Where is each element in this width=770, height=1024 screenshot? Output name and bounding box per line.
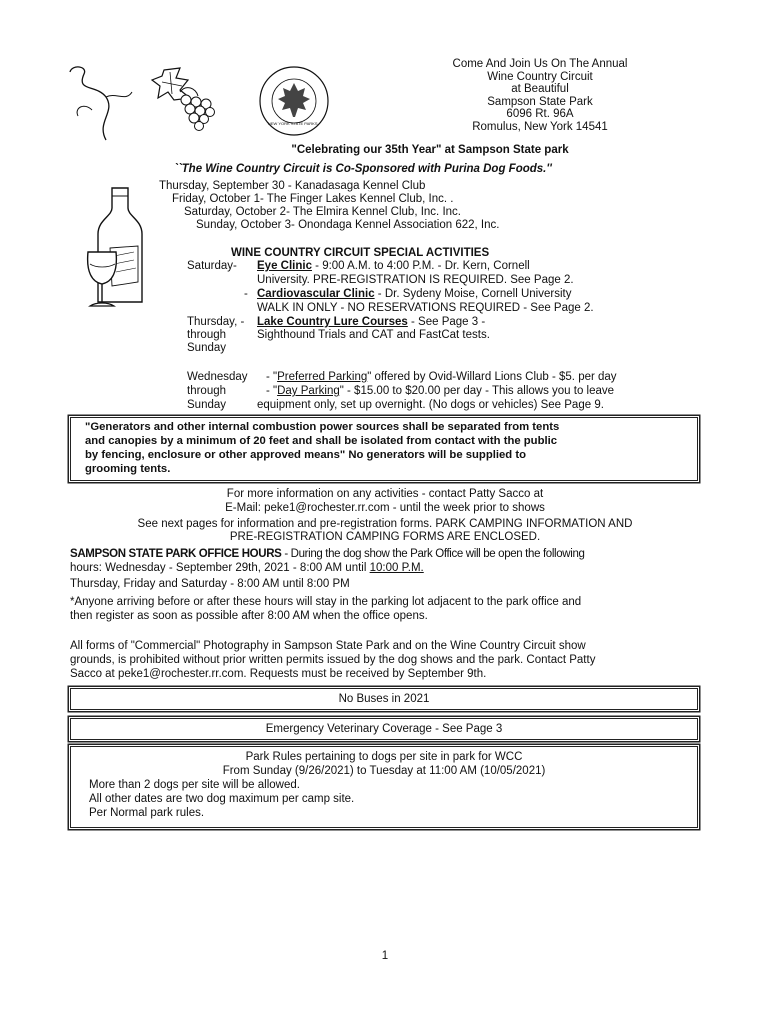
- no-buses-text: No Buses in 2021: [338, 693, 430, 705]
- park-rules-line: More than 2 dogs per site will be allowed.: [89, 779, 300, 791]
- lure-course-title: Lake Country Lure Courses: [257, 316, 408, 328]
- schedule-saturday: Saturday, October 2- The Elmira Kennel Club, Inc. Inc.: [184, 206, 461, 218]
- through-label: through: [187, 329, 227, 341]
- lure-line2: Sighthound Trials and CAT and FastCat tests.: [257, 329, 490, 341]
- header-line: Wine Country Circuit: [487, 70, 593, 83]
- header-line: 6096 Rt. 96A: [506, 108, 574, 121]
- office-hours-line4: *Anyone arriving before or after these hours will stay in the parking lot adjacent to the park office and: [70, 596, 582, 608]
- photography-line: grounds, is prohibited without prior written permits issued by the dog shows and the park. Contact Patty: [70, 654, 596, 666]
- office-hours-line2: [70, 562, 424, 576]
- state-parks-seal: [258, 65, 330, 137]
- wednesday-label: Wednesday: [187, 371, 248, 383]
- park-rules-title: Park Rules pertaining to dogs per site in park for WCC: [245, 751, 523, 763]
- office-hours-line3: Thursday, Friday and Saturday - 8:00 AM until 8:00 PM: [70, 578, 350, 590]
- generators-line: grooming tents.: [85, 463, 171, 475]
- activities-heading: WINE COUNTRY CIRCUIT SPECIAL ACTIVITIES: [231, 247, 490, 259]
- preferred-parking-detail: " offered by Ovid-Willard Lions Club - $5. per day: [367, 371, 617, 383]
- schedule-thursday: Thursday, September 30 - Kanadasaga Kennel Club: [159, 180, 426, 192]
- cardio-clinic-line: [257, 288, 571, 302]
- eye-clinic-line: [257, 260, 530, 274]
- day-parking-prefix: - ": [266, 385, 278, 397]
- park-rules-box: [70, 746, 698, 828]
- saturday-label: Saturday-: [187, 260, 237, 272]
- schedule-friday: Friday, October 1- The Finger Lakes Kennel Club, Inc. .: [172, 193, 454, 205]
- celebrating-heading: "Celebrating our 35th Year" at Sampson State park: [291, 144, 569, 156]
- see-next-pages-line: See next pages for information and pre-registration forms. PARK CAMPING INFORMATION AND: [137, 518, 633, 530]
- cardio-clinic-detail: - Dr. Sydeny Moise, Cornell University: [374, 288, 572, 300]
- generators-notice-box: [70, 417, 698, 481]
- eye-clinic-detail: - 9:00 A.M. to 4:00 P.M. - Dr. Kern, Cornell: [311, 260, 530, 272]
- eye-clinic-title: Eye Clinic: [257, 260, 312, 272]
- office-hours-wednesday: hours: Wednesday - September 29th, 2021 - 8:00 AM until: [70, 562, 370, 574]
- office-hours-label: SAMPSON STATE PARK OFFICE HOURS: [70, 548, 282, 560]
- through-label-2: through: [187, 385, 227, 397]
- header-line: at Beautiful: [511, 83, 569, 96]
- cardio-clinic-title: Cardiovascular Clinic: [257, 288, 375, 300]
- park-rules-line: All other dates are two dog maximum per camp site.: [89, 793, 355, 805]
- eye-clinic-line2: University. PRE-REGISTRATION IS REQUIRED. See Page 2.: [257, 274, 574, 286]
- generators-line: "Generators and other internal combustion power sources shall be separated from tents: [85, 421, 560, 433]
- grapes-illustration: [150, 64, 220, 132]
- photography-line: Sacco at peke1@rochester.rr.com. Requests must be received by September 9th.: [70, 668, 487, 680]
- park-rules-line: Per Normal park rules.: [89, 807, 205, 819]
- day-parking-line: [266, 385, 614, 399]
- header-line: Sampson State Park: [487, 95, 593, 108]
- office-hours-line5: then register as soon as possible after 8:00 AM when the office opens.: [70, 610, 428, 622]
- preferred-parking-line: [266, 371, 617, 385]
- park-rules-dates: From Sunday (9/26/2021) to Tuesday at 11:00 AM (10/05/2021): [222, 765, 546, 777]
- wine-bottle-glass-illustration: [82, 186, 152, 311]
- contact-email-line: E-Mail: peke1@rochester.rr.com - until the week prior to shows: [225, 502, 545, 514]
- day-parking-line2: equipment only, set up overnight. (No dogs or vehicles) See Page 9.: [257, 399, 604, 411]
- event-header: [400, 58, 680, 134]
- header-line: Romulus, New York 14541: [472, 120, 608, 133]
- vine-tendril-illustration: [66, 62, 136, 142]
- contact-line: For more information on any activities - contact Patty Sacco at: [226, 488, 544, 500]
- camping-forms-line: PRE-REGISTRATION CAMPING FORMS ARE ENCLOSED.: [229, 531, 541, 543]
- photography-line: All forms of "Commercial" Photography in Sampson State Park and on the Wine Country Circuit show: [70, 640, 586, 652]
- sunday-label: Sunday: [187, 342, 227, 354]
- office-hours-closing: 10:00 P.M.: [369, 562, 424, 574]
- no-buses-box: [70, 688, 698, 710]
- preferred-parking-title: Preferred Parking: [277, 371, 368, 383]
- thursday-label: Thursday, -: [187, 316, 245, 328]
- page-number: 1: [381, 950, 389, 962]
- sunday-label-2: Sunday: [187, 399, 227, 411]
- lure-course-detail: - See Page 3 -: [407, 316, 486, 328]
- emergency-vet-box: [70, 718, 698, 740]
- day-parking-detail: " - $15.00 to $20.00 per day - This allows you to leave: [339, 385, 615, 397]
- preferred-parking-prefix: - ": [266, 371, 278, 383]
- cardio-clinic-line2: WALK IN ONLY - NO RESERVATIONS REQUIRED - See Page 2.: [257, 302, 594, 314]
- sponsor-line: ``The Wine Country Circuit is Co-Sponsored with Purina Dog Foods.'': [174, 163, 552, 175]
- generators-line: by fencing, enclosure or other approved means" No generators will be supplied to: [85, 449, 526, 461]
- day-parking-title: Day Parking: [277, 385, 340, 397]
- schedule-sunday: Sunday, October 3- Onondaga Kennel Association 622, Inc.: [196, 219, 500, 231]
- emergency-vet-text: Emergency Veterinary Coverage - See Page 3: [265, 723, 503, 735]
- generators-line: and canopies by a minimum of 20 feet and shall be isolated from contact with the public: [85, 435, 558, 447]
- office-hours-detail: - During the dog show the Park Office will be open the following: [281, 548, 585, 560]
- lure-line: [257, 316, 485, 330]
- header-line: Come And Join Us On The Annual: [452, 58, 628, 70]
- cardio-dash: -: [244, 288, 248, 300]
- seal-text: NEW YORK STATE PARKS: [268, 121, 318, 126]
- office-hours-line: [70, 548, 585, 562]
